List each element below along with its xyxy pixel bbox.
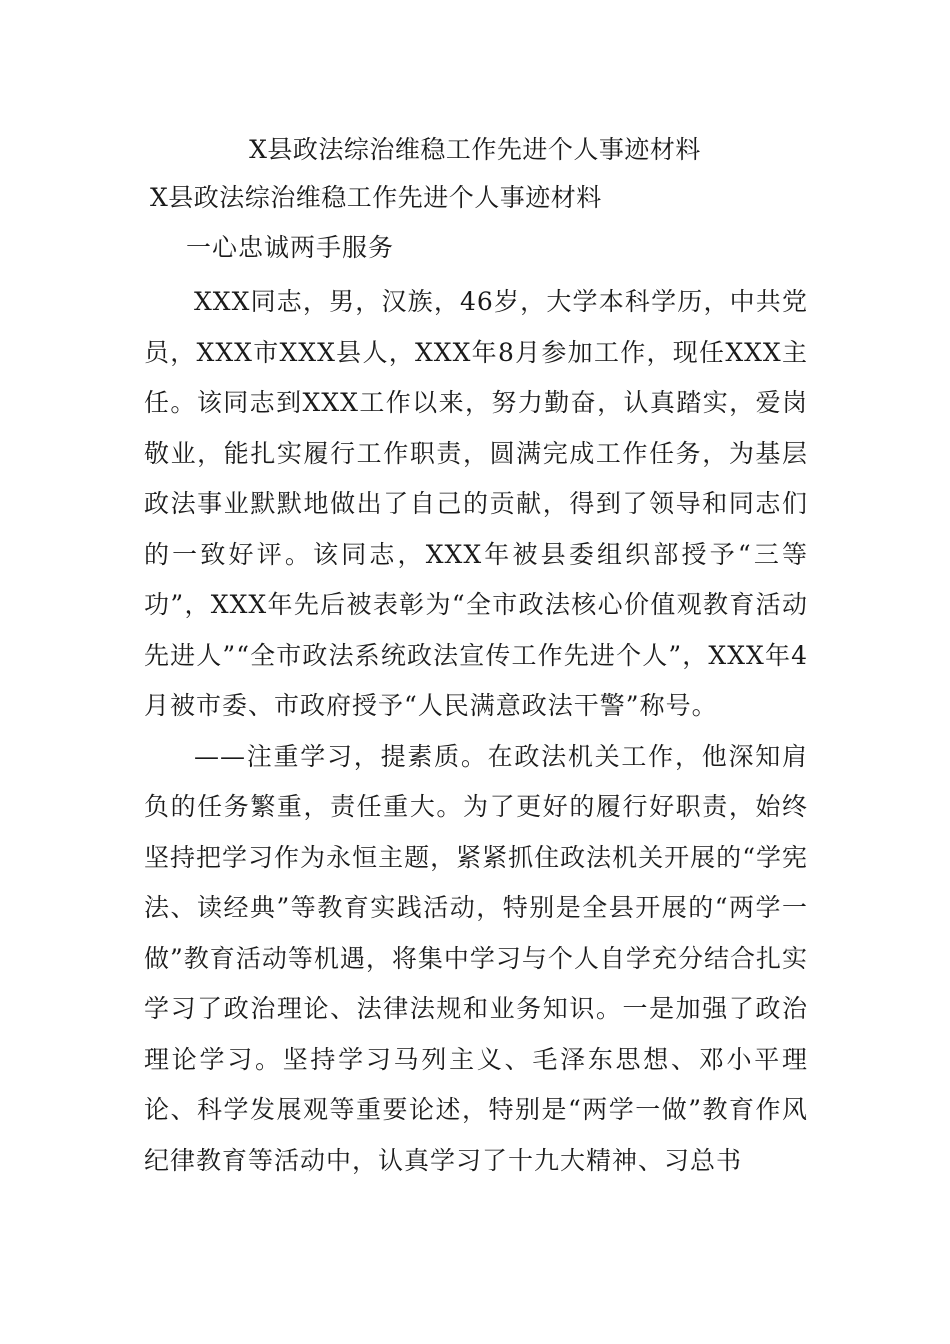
paragraph-profile: XXX同志，男，汉族，46岁，大学本科学历，中共党员，XXX市XXX县人，XXX年8月参加工作，现任XXX主任。该同志到XXX工作以来，努力勤奋，认真踏实，爱岗敬业，能扎实履行工作职责，圆满完成工作任务，为基层政法事业默默地做出了自己的贡献，得到了领导和同志们的一致好评。该同志，XXX年被县委组织部授予“三等功”，XXX年先后被表彰为“全市政法核心价值观教育活动先进人”“全市政法系统政法宣传工作先进个人”，XXX年4月被市委、市政府授予“人民满意政法干警”称号。 <box>144 287 808 720</box>
section-heading: 一心忠诚两手服务 <box>186 233 395 262</box>
document-subtitle: X县政法综治维稳工作先进个人事迹材料 <box>150 183 602 212</box>
document-title: X县政法综治维稳工作先进个人事迹材料 <box>249 135 701 164</box>
body-text <box>144 277 808 1186</box>
paragraph-study: ——注重学习，提素质。在政法机关工作，他深知肩负的任务繁重，责任重大。为了更好的履行好职责，始终坚持把学习作为永恒主题，紧紧抓住政法机关开展的“学宪法、读经典”等教育实践活动，特别是全县开展的“两学一做”教育活动等机遇，将集中学习与个人自学充分结合扎实学习了政治理论、法律法规和业务知识。一是加强了政治理论学习。坚持学习马列主义、毛泽东思想、邓小平理论、科学发展观等重要论述，特别是“两学一做”教育作风纪律教育等活动中，认真学习了十九大精神、习总书 <box>144 741 808 1175</box>
